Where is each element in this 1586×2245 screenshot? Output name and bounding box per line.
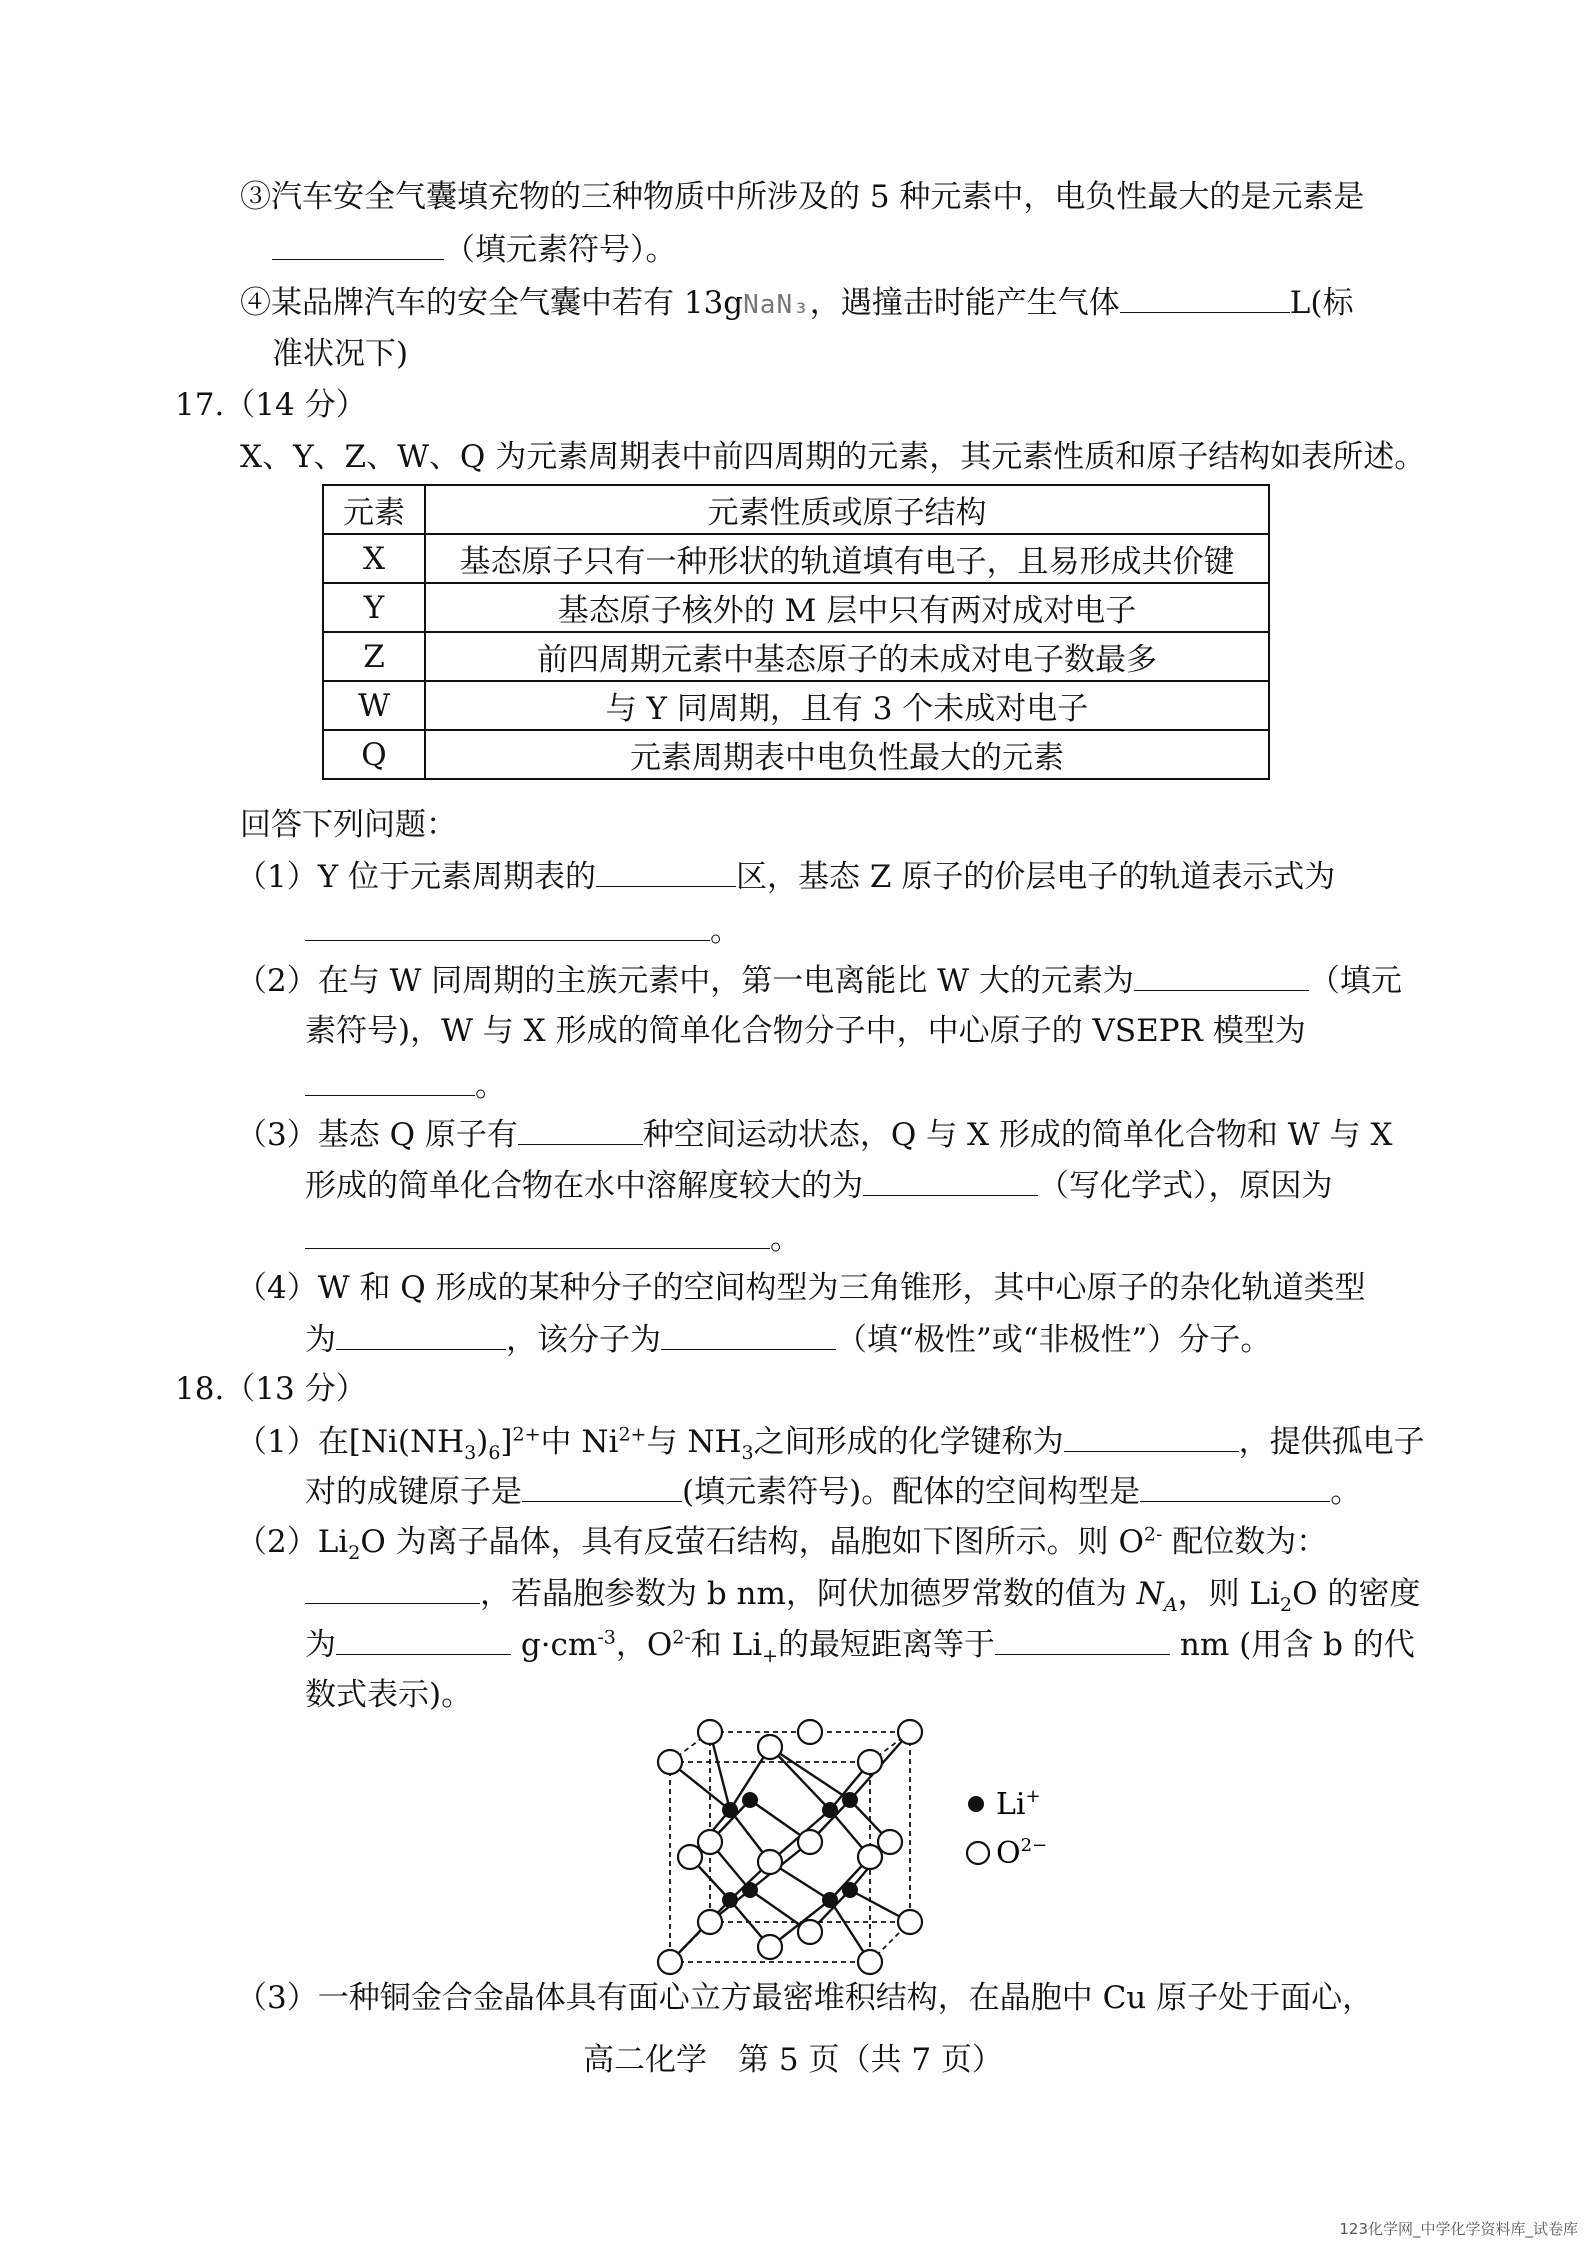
table-row — [323, 681, 1269, 730]
q17-part3-cont: 形成的简单化合物在水中溶解度较大的为 （写化学式），原因为 — [305, 1165, 1333, 1206]
table-cell-element: Y — [323, 583, 425, 632]
q17-intro: X、Y、Z、W、Q 为元素周期表中前四周期的元素，其元素性质和原子结构如表所述。 — [240, 439, 1426, 475]
table-row — [323, 632, 1269, 681]
nan3-formula: NaN₃ — [743, 290, 810, 320]
table-cell-desc: 基态原子核外的 M 层中只有两对成对电子 — [425, 583, 1269, 632]
table-cell-element: X — [323, 534, 425, 583]
table-cell-element: Q — [323, 730, 425, 779]
table-header-row — [323, 485, 1269, 534]
q17-part3-cont2: 。 — [305, 1218, 801, 1259]
q17-part2-cont: 素符号)，W 与 X 形成的简单化合物分子中，中心原子的 VSEPR 模型为 — [305, 1013, 1306, 1049]
table-cell-element: Z — [323, 632, 425, 681]
q16-line4: ④某品牌汽车的安全气囊中若有 13gNaN₃，遇撞击时能产生气体 L(标 — [240, 282, 1353, 325]
answer-blank[interactable] — [518, 1114, 643, 1145]
q18-part1: （1）在$[Ni(NH_3)_6]^{2+}$中 $Ni^{2+}$与 $NH_3$之间形成的化学键称为 ，提供孤电子 — [236, 1421, 1425, 1462]
table-header-property: 元素性质或原子结构 — [425, 485, 1269, 534]
q17-ask: 回答下列问题： — [240, 807, 457, 843]
q18-part2-cont: ，若晶胞参数为 b nm，阿伏加德罗常数的值为 $N_A$，则 $Li_2O$ 的密度 — [305, 1573, 1420, 1614]
q18-part1-cont: 对的成键原子是 (填元素符号)。配体的空间构型是 。 — [305, 1471, 1361, 1512]
q17-part1: （1）Y 位于元素周期表的 区，基态 Z 原子的价层电子的轨道表示式为 — [236, 856, 1335, 897]
q17-header: 17.（14 分） — [175, 387, 367, 423]
answer-blank[interactable] — [596, 856, 736, 887]
table-row — [323, 534, 1269, 583]
answer-blank[interactable] — [1134, 960, 1309, 991]
table-row — [323, 730, 1269, 779]
q18-part2-cont2: 为 $g\cdot cm^{-3}$，$O^{2-}$和 $Li_+$的最短距离等于 nm (用含 b 的代 — [305, 1624, 1415, 1665]
table-row — [323, 583, 1269, 632]
q16-line3: ③汽车安全气囊填充物的三种物质中所涉及的 5 种元素中，电负性最大的是元素是 — [240, 179, 1365, 215]
q17-part2-cont2: 。 — [305, 1065, 506, 1106]
answer-blank[interactable] — [1120, 282, 1290, 313]
q17-part2: （2）在与 W 同周期的主族元素中，第一电离能比 W 大的元素为 （填元 — [236, 960, 1402, 1001]
table-cell-desc: 元素周期表中电负性最大的元素 — [425, 730, 1269, 779]
legend-o-label: $O^{2-}$ — [996, 1835, 1048, 1871]
answer-blank[interactable] — [522, 1471, 682, 1502]
q18-part3: （3）一种铜金合金晶体具有面心立方最密堆积结构，在晶胞中 Cu 原子处于面心， — [236, 1980, 1374, 2016]
legend-o-marker — [967, 1842, 989, 1864]
watermark: 123化学网_中学化学资料库_试卷库 — [1339, 2220, 1578, 2238]
answer-blank[interactable] — [336, 1624, 511, 1655]
answer-blank[interactable] — [1140, 1471, 1330, 1502]
answer-blank[interactable] — [336, 1319, 506, 1350]
answer-blank[interactable] — [305, 1218, 770, 1249]
answer-blank[interactable] — [305, 1573, 480, 1604]
q17-part1-cont: 。 — [305, 910, 741, 951]
q16-line4-cont: 准状况下) — [272, 336, 409, 372]
answer-blank[interactable] — [1064, 1421, 1239, 1452]
answer-blank[interactable] — [863, 1165, 1038, 1196]
table-cell-element: W — [323, 681, 425, 730]
answer-blank[interactable] — [661, 1319, 836, 1350]
legend-li-label: Li+ — [996, 1786, 1041, 1822]
table-cell-desc: 基态原子只有一种形状的轨道填有电子，且易形成共价键 — [425, 534, 1269, 583]
page-footer: 高二化学 第 5 页（共 7 页） — [583, 2042, 1003, 2078]
q17-part4: （4）W 和 Q 形成的某种分子的空间构型为三角锥形，其中心原子的杂化轨道类型 — [236, 1270, 1366, 1306]
answer-blank[interactable] — [995, 1624, 1170, 1655]
table-cell-desc: 与 Y 同周期，且有 3 个未成对电子 — [425, 681, 1269, 730]
legend-li-marker — [968, 1796, 984, 1812]
q17-part3: （3）基态 Q 原子有 种空间运动状态，Q 与 X 形成的简单化合物和 W 与 X — [236, 1114, 1392, 1155]
answer-blank[interactable] — [305, 1065, 475, 1096]
element-table — [322, 484, 1270, 780]
li2o-crystal-figure — [640, 1710, 1060, 2000]
answer-blank[interactable] — [272, 229, 444, 260]
q17-part4-cont: 为 ，该分子为 （填“极性”或“非极性”）分子。 — [305, 1319, 1271, 1360]
table-cell-desc: 前四周期元素中基态原子的未成对电子数最多 — [425, 632, 1269, 681]
q18-header: 18.（13 分） — [175, 1371, 367, 1407]
q18-part2-cont3: 数式表示)。 — [305, 1677, 473, 1713]
answer-blank[interactable] — [305, 910, 710, 941]
table-header-element: 元素 — [323, 485, 425, 534]
oxide-ions — [658, 1720, 922, 1974]
q16-line3-cont: （填元素符号）。 — [272, 229, 677, 270]
q18-part2: $(2)Li_2O$ 为离子晶体，具有反萤石结构，晶胞如下图所示。则 $O^{2-}$ 配位数为： — [236, 1523, 1328, 1565]
